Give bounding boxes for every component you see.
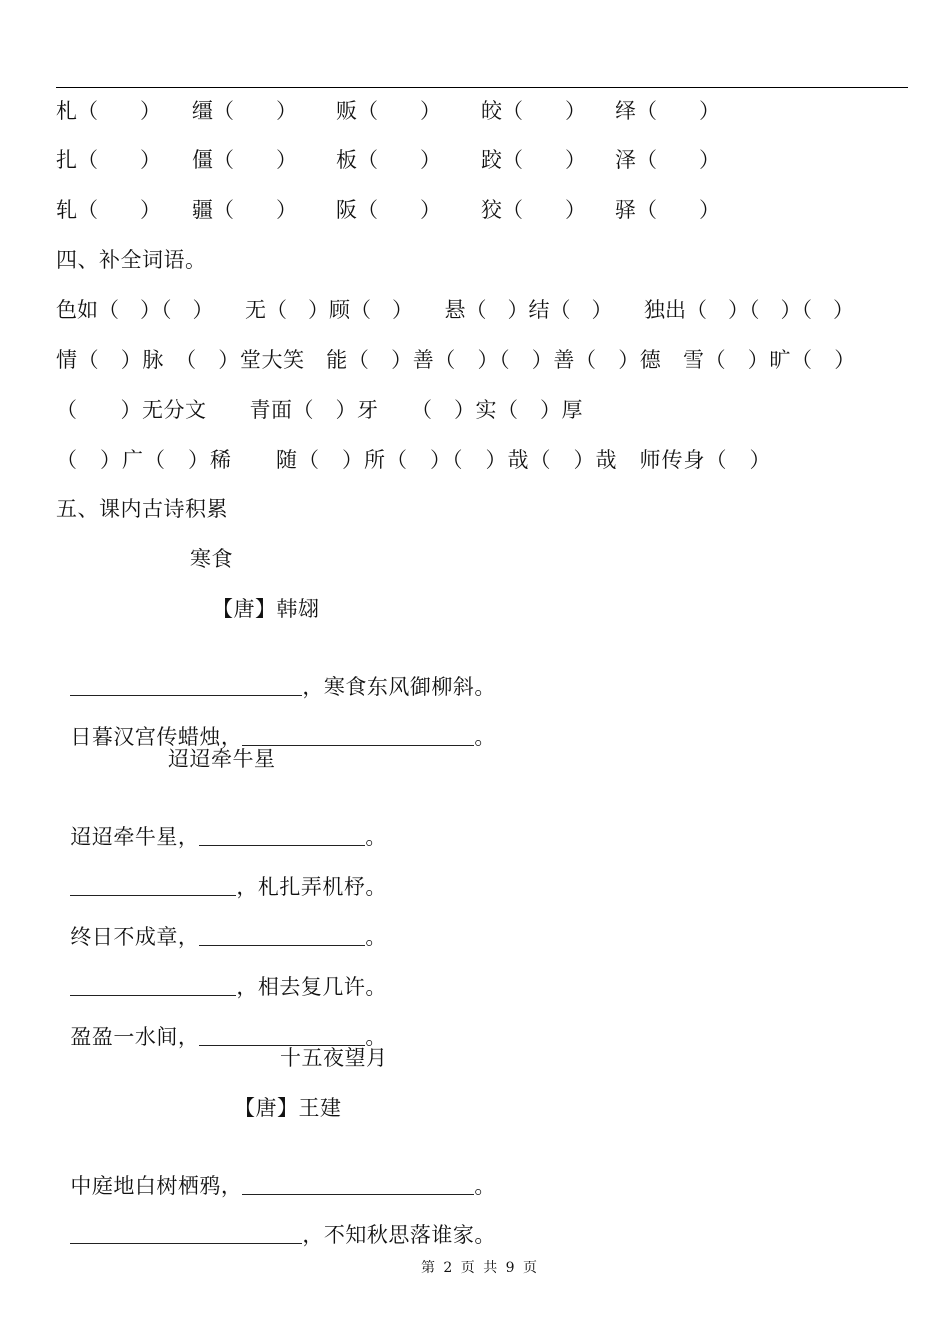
char-item: 轧（ ） [56, 198, 161, 222]
answer-blank[interactable] [70, 675, 302, 696]
char-item: 缰（ ） [192, 99, 297, 123]
char-item: 扎（ ） [56, 148, 161, 172]
char-item: 驿（ ） [615, 198, 720, 222]
word-fill-line: 情（ ）脉 （ ）堂大笑 能（ ）善（ ）（ ）善（ ）德 雪（ ）旷（ ） [56, 348, 856, 372]
poem-title: 寒食 [190, 547, 233, 571]
poem-line: 迢迢牵牛星， 。 [70, 825, 387, 849]
poem-line: ，不知秋思落谁家。 [56, 1193, 496, 1249]
char-item: 疆（ ） [192, 198, 297, 222]
poem-line: ，札扎弄机杼。 [56, 845, 387, 901]
poem-author: 【唐】王建 [234, 1096, 342, 1120]
char-item: 札（ ） [56, 99, 161, 123]
char-item: 皎（ ） [481, 99, 586, 123]
char-item: 阪（ ） [336, 198, 441, 222]
section-heading: 五、课内古诗积累 [56, 497, 228, 521]
char-item: 跤（ ） [481, 148, 586, 172]
poem-author: 【唐】韩翃 [212, 597, 320, 621]
poem-title: 十五夜望月 [280, 1046, 388, 1070]
answer-blank[interactable] [70, 1223, 302, 1244]
section-heading: 四、补全词语。 [56, 248, 207, 272]
answer-blank[interactable] [242, 725, 474, 746]
poem-title: 迢迢牵牛星 [168, 747, 276, 771]
word-fill-line: （ ）广（ ）稀 随（ ）所（ ）（ ）哉（ ）哉 师传身（ ） [56, 448, 772, 472]
word-fill-line: （ ）无分文 青面（ ）牙 （ ）实（ ）厚 [56, 398, 583, 422]
answer-blank[interactable] [242, 1174, 474, 1195]
answer-blank[interactable] [70, 975, 236, 996]
poem-line: 日暮汉宫传蜡烛， 。 [70, 725, 496, 749]
char-item: 狡（ ） [481, 198, 586, 222]
poem-line: 中庭地白树栖鸦， 。 [70, 1174, 496, 1198]
poem-line: 盈盈一水间， 。 [70, 1025, 387, 1049]
answer-blank[interactable] [199, 925, 365, 946]
char-item: 贩（ ） [336, 99, 441, 123]
char-item: 僵（ ） [192, 148, 297, 172]
header-rule [56, 87, 908, 88]
word-fill-line: 色如（ ）（ ） 无（ ）顾（ ） 悬（ ）结（ ） 独出（ ）（ ）（ ） [56, 298, 854, 322]
char-item: 绎（ ） [615, 99, 720, 123]
page-number: 第 2 页 共 9 页 [420, 1260, 540, 1276]
answer-blank[interactable] [70, 875, 236, 896]
answer-blank[interactable] [199, 1025, 365, 1046]
char-item: 板（ ） [336, 148, 441, 172]
poem-line: ，寒食东风御柳斜。 [56, 645, 496, 701]
poem-line: ，相去复几许。 [56, 945, 387, 1001]
answer-blank[interactable] [199, 825, 365, 846]
poem-line: 终日不成章， 。 [70, 925, 387, 949]
char-item: 泽（ ） [615, 148, 720, 172]
